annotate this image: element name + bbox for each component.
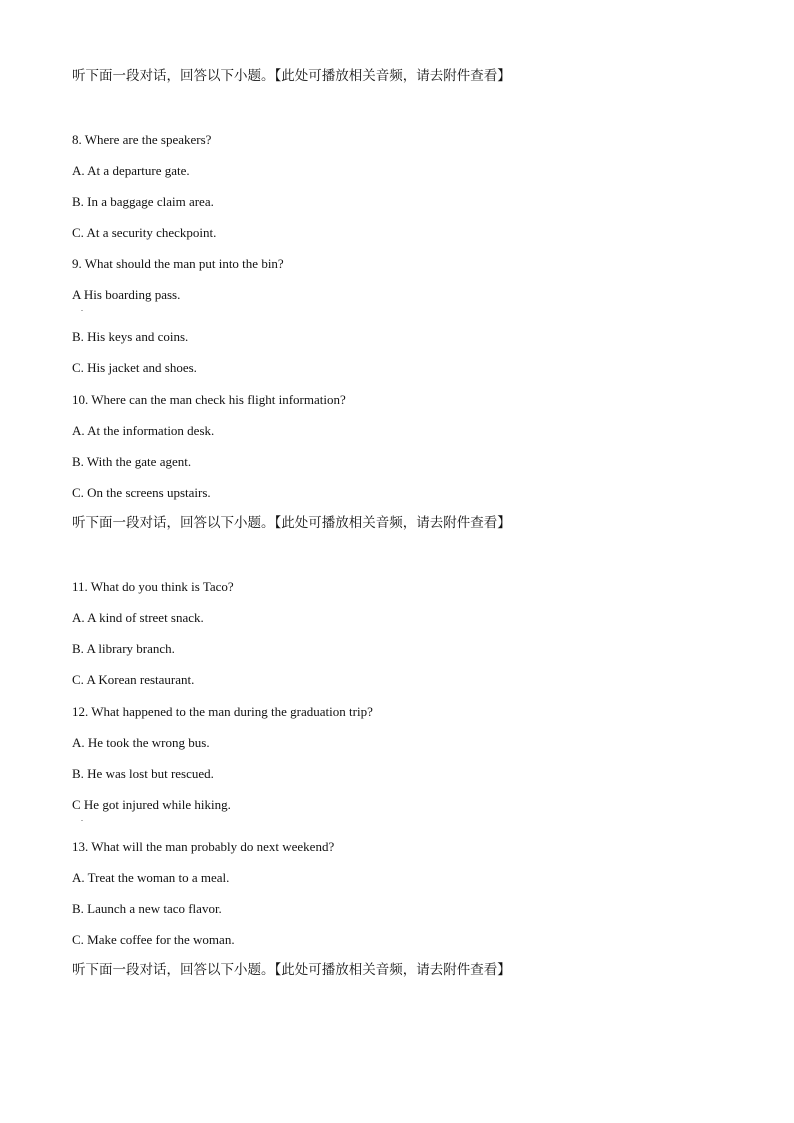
question-10-option-b: B. With the gate agent. bbox=[72, 454, 192, 469]
question-13-option-c: C. Make coffee for the woman. bbox=[72, 932, 235, 947]
listening-instruction-3: 听下面一段对话，回答以下小题。【此处可播放相关音频，请去附件查看】 bbox=[72, 962, 511, 978]
listening-instruction-2: 听下面一段对话，回答以下小题。【此处可播放相关音频，请去附件查看】 bbox=[72, 515, 511, 531]
question-11-option-c: C. A Korean restaurant. bbox=[72, 672, 195, 687]
question-11-option-b: B. A library branch. bbox=[72, 641, 175, 656]
question-9-option-b: B. His keys and coins. bbox=[72, 329, 189, 344]
question-13-option-b: B. Launch a new taco flavor. bbox=[72, 901, 222, 916]
question-12-option-c-dot: . bbox=[81, 814, 83, 823]
question-8-option-b: B. In a baggage claim area. bbox=[72, 194, 214, 209]
question-12-option-a: A. He took the wrong bus. bbox=[72, 735, 210, 750]
question-11-option-a: A. A kind of street snack. bbox=[72, 610, 204, 625]
question-9-stem: 9. What should the man put into the bin? bbox=[72, 256, 284, 271]
question-13-stem: 13. What will the man probably do next weekend? bbox=[72, 839, 335, 854]
question-9-option-a: A His boarding pass. bbox=[72, 287, 181, 302]
question-9-option-a-dot: . bbox=[81, 304, 83, 313]
question-12-stem: 12. What happened to the man during the graduation trip? bbox=[72, 704, 373, 719]
question-8-option-c: C. At a security checkpoint. bbox=[72, 225, 217, 240]
question-9-option-c: C. His jacket and shoes. bbox=[72, 360, 197, 375]
question-10-option-c: C. On the screens upstairs. bbox=[72, 485, 211, 500]
question-12-option-b: B. He was lost but rescued. bbox=[72, 766, 214, 781]
question-8-stem: 8. Where are the speakers? bbox=[72, 132, 212, 147]
question-10-stem: 10. Where can the man check his flight information? bbox=[72, 392, 346, 407]
question-8-option-a: A. At a departure gate. bbox=[72, 163, 190, 178]
question-11-stem: 11. What do you think is Taco? bbox=[72, 579, 234, 594]
question-13-option-a: A. Treat the woman to a meal. bbox=[72, 870, 230, 885]
question-10-option-a: A. At the information desk. bbox=[72, 423, 215, 438]
question-12-option-c: C He got injured while hiking. bbox=[72, 797, 231, 812]
listening-instruction-1: 听下面一段对话，回答以下小题。【此处可播放相关音频，请去附件查看】 bbox=[72, 68, 511, 84]
